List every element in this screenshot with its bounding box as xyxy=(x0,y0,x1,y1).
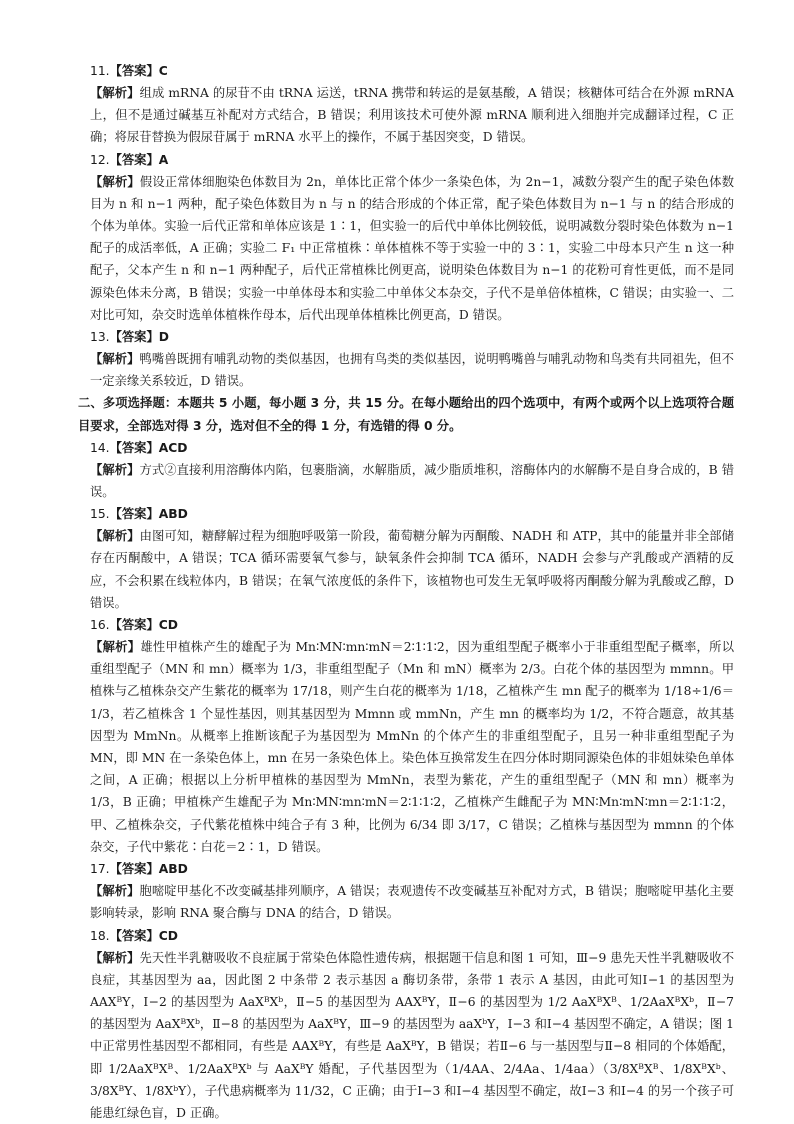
answer-tag: 【答案】 xyxy=(110,507,159,521)
question-number: 15. xyxy=(90,507,110,521)
answer-tag: 【答案】 xyxy=(110,330,159,344)
answer-value: C xyxy=(159,64,168,78)
answer-tag: 【答案】 xyxy=(110,64,159,78)
analysis-tag: 【解析】 xyxy=(90,175,140,189)
question-number: 16. xyxy=(90,618,110,632)
question-number: 17. xyxy=(90,862,110,876)
answer-13 xyxy=(90,326,734,392)
answer-value: ACD xyxy=(159,441,188,455)
answer-14 xyxy=(90,437,734,503)
analysis-text: 先天性半乳糖吸收不良症属于常染色体隐性遗传病，根据题干信息和图 1 可知，Ⅲ−9 患先天性半乳糖吸收不良症，其基因型为 aa，因此图 2 中条带 2 表示基因 a 酶切条带，条带 1 表示 A 基因，由此可知Ⅰ−1 的基因型为 AAXᴮY，Ⅰ−2 的基因型为 AaXᴮXᵇ，Ⅱ−5 的基因型为 AAXᴮY，Ⅱ−6 的基因型为 1/2 AaXᴮXᴮ、1/2AaXᴮXᵇ，Ⅱ−7 的基因型为 AaXᴮXᵇ，Ⅱ−8 的基因型为 AaXᴮY，Ⅲ−9 的基因型为 aaXᵇY，Ⅰ−3 和Ⅰ−4 基因型不确定，A 错误；图 1 中正常男性基因型不都相同，有些是 AAXᴮY，有些是 AaXᴮY，B 错误；若Ⅱ−6 与一基因型与Ⅱ−8 相同的个体婚配，即 1/2AaXᴮXᴮ、1/2AaXᴮXᵇ 与 AaXᴮY 婚配，子代基因型为（1/4AA、2/4Aa、1/4aa）（3/8XᴮXᴮ、1/8XᴮXᵇ、3/8XᴮY、1/8XᵇY），子代患病概率为 11/32，C 正确；由于Ⅰ−3 和Ⅰ−4 基因型不确定，故Ⅰ−3 和Ⅰ−4 的另一个孩子可能患红绿色盲，D 正确。 xyxy=(90,951,734,1120)
question-number: 18. xyxy=(90,929,110,943)
question-number: 11. xyxy=(90,64,110,78)
analysis-tag: 【解析】 xyxy=(90,951,140,965)
answer-tag: 【答案】 xyxy=(110,441,159,455)
analysis-text: 胞嘧啶甲基化不改变碱基排列顺序，A 错误；表观遗传不改变碱基互补配对方式，B 错误；胞嘧啶甲基化主要影响转录，影响 RNA 聚合酶与 DNA 的结合，D 错误。 xyxy=(90,884,734,920)
analysis-tag: 【解析】 xyxy=(90,352,140,366)
question-number: 14. xyxy=(90,441,110,455)
answer-11 xyxy=(90,60,734,149)
analysis-tag: 【解析】 xyxy=(90,463,140,477)
analysis-text: 方式②直接利用溶酶体内陷，包裹脂滴，水解脂质，减少脂质堆积，溶酶体内的水解酶不是自身合成的，B 错误。 xyxy=(90,463,734,499)
analysis-tag: 【解析】 xyxy=(90,640,140,654)
analysis-tag: 【解析】 xyxy=(90,529,140,543)
analysis-text: 由图可知，糖酵解过程为细胞呼吸第一阶段，葡萄糖分解为丙酮酸、NADH 和 ATP，其中的能量并非全部储存在丙酮酸中，A 错误；TCA 循环需要氧气参与，缺氧条件会抑制 TCA 循环，NADH 会参与产乳酸或产酒精的反应，不会积累在线粒体内，B 错误；在氧气浓度低的条件下，该植物也可发生无氧呼吸将丙酮酸分解为乳酸或乙醇，D 错误。 xyxy=(90,529,734,610)
answer-tag: 【答案】 xyxy=(110,153,159,167)
answer-value: CD xyxy=(159,929,178,943)
answer-tag: 【答案】 xyxy=(110,929,159,943)
answer-tag: 【答案】 xyxy=(110,862,159,876)
question-number: 12. xyxy=(90,153,110,167)
answer-16 xyxy=(90,614,734,858)
answer-tag: 【答案】 xyxy=(110,618,159,632)
analysis-text: 鸭嘴兽既拥有哺乳动物的类似基因，也拥有鸟类的类似基因，说明鸭嘴兽与哺乳动物和鸟类有共同祖先，但不一定亲缘关系较近，D 错误。 xyxy=(90,352,734,388)
question-number: 13. xyxy=(90,330,110,344)
answer-value: ABD xyxy=(159,507,188,521)
answer-value: ABD xyxy=(159,862,188,876)
analysis-text: 雄性甲植株产生的雄配子为 Mn∶MN∶mn∶mN＝2∶1∶1∶2，因为重组型配子概率小于非重组型配子概率，所以重组型配子（MN 和 mn）概率为 1/3，非重组型配子（Mn 和 mN）概率为 2/3。白花个体的基因型为 mmnn。甲植株与乙植株杂交产生紫花的概率为 17/18，则产生白花的概率为 1/18，乙植株产生 mn 配子的概率为 1/18÷1/6＝1/3，若乙植株含 1 个显性基因，则其基因型为 Mmnn 或 mmNn，产生 mn 的概率均为 1/2，不符合题意，故其基因型为 MmNn。从概率上推断该配子为基因型为 MmNn 的个体产生的非重组型配子，且另一种非重组型配子为 MN，即 MN 在一条染色体上，mn 在另一条染色体上。染色体互换常发生在四分体时期同源染色体的非姐妹染色单体之间，A 正确；根据以上分析甲植株的基因型为 MmNn，表型为紫花，产生的重组型配子（MN 和 mn）概率为 1/3，B 正确；甲植株产生雄配子为 Mn∶MN∶mn∶mN＝2∶1∶1∶2，乙植株产生雌配子为 MN∶Mn∶mN∶mn＝2∶1∶1∶2，甲、乙植株杂交，子代紫花植株中纯合子有 3 种，比例为 6/34 即 3/17，C 错误；乙植株与基因型为 mmnn 的个体杂交，子代中紫花∶白花＝2∶1，D 错误。 xyxy=(90,640,734,854)
analysis-text: 组成 mRNA 的尿苷不由 tRNA 运送，tRNA 携带和转运的是氨基酸，A 错误；核糖体可结合在外源 mRNA 上，但不是通过碱基互补配对方式结合，B 错误；利用该技术可使外源 mRNA 顺利进入细胞并完成翻译过程，C 正确；将尿苷替换为假尿苷属于 mRNA 水平上的操作，不属于基因突变，D 错误。 xyxy=(90,86,734,144)
answer-17 xyxy=(90,858,734,924)
section-heading-multiple-choice: 二、多项选择题：本题共 5 小题，每小题 3 分，共 15 分。在每小题给出的四个选项中，有两个或两个以上选项符合题目要求，全部选对得 3 分，选对但不全的得 1 分，有选错的得 0 分。 xyxy=(78,392,734,436)
answer-15 xyxy=(90,503,734,614)
analysis-tag: 【解析】 xyxy=(90,884,139,898)
answer-value: CD xyxy=(159,618,178,632)
answer-value: A xyxy=(159,153,169,167)
analysis-tag: 【解析】 xyxy=(90,86,140,100)
analysis-text: 假设正常体细胞染色体数目为 2n，单体比正常个体少一条染色体，为 2n−1，减数分裂产生的配子染色体数目为 n 和 n−1 两种，配子染色体数目为 n 与 n 的结合形成的个体正常，配子染色体数目为 n−1 与 n 的结合形成的个体为单体。实验一后代正常和单体应该是 1∶1，但实验一的后代中单体比例较低，说明减数分裂时染色体数为 n−1 配子的成活率低，A 正确；实验二 F₁ 中正常植株∶单体植株不等于实验一中的 3∶1，实验二中母本只产生 n 这一种配子，父本产生 n 和 n−1 两种配子，后代正常植株比例更高，说明染色体数目为 n−1 的花粉可育性更低，而不是同源染色体未分离，B 错误；实验一中单体母本和实验二中单体父本杂交，子代不是单倍体植株，C 错误；由实验一、二对比可知，杂交时选单体植株作母本，后代出现单体植株比例更高，D 错误。 xyxy=(90,175,734,322)
answer-12 xyxy=(90,149,734,326)
answer-value: D xyxy=(159,330,169,344)
answer-18 xyxy=(90,925,734,1124)
